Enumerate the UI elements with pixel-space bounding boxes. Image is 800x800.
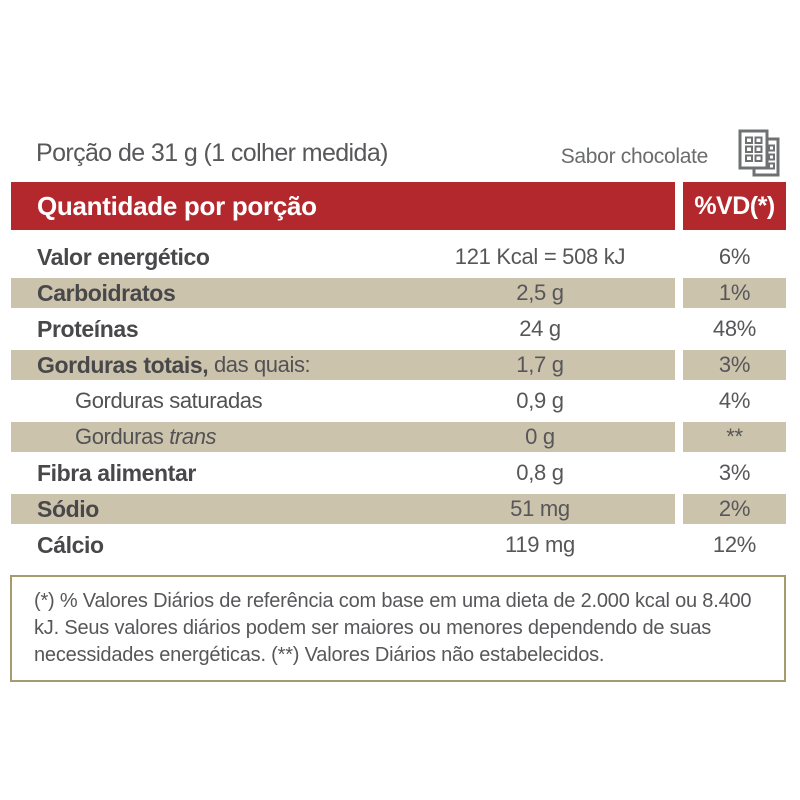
row-dv: 48% xyxy=(712,316,757,341)
row-dv: 1% xyxy=(683,278,786,308)
row-main-cell xyxy=(11,422,675,452)
row-value: 121 Kcal = 508 kJ xyxy=(454,244,626,269)
row-label: Sódio xyxy=(37,495,99,522)
row-value: 0,8 g xyxy=(516,460,564,485)
row-value: 119 mg xyxy=(505,532,575,557)
table-row xyxy=(11,311,789,347)
row-main-cell xyxy=(11,494,675,524)
table-row xyxy=(11,419,789,455)
row-dv: 3% xyxy=(683,350,786,380)
footnote-box xyxy=(10,575,786,682)
row-dv: 3% xyxy=(718,460,751,485)
row-label: Cálcio xyxy=(37,531,104,558)
row-dv: 2% xyxy=(683,494,786,524)
table-row xyxy=(11,455,789,491)
row-value: 24 g xyxy=(519,316,561,341)
serving-size-text: Porção de 31 g (1 colher medida) xyxy=(36,139,388,167)
row-label: Carboidratos xyxy=(37,279,176,306)
table-header-amount: Quantidade por porção xyxy=(11,182,675,230)
row-label: Valor energético xyxy=(37,243,210,270)
footnote-text: (*) % Valores Diários de referência com base em uma dieta de 2.000 kcal ou 8.400 kJ. Seus valores diários podem ser maiores ou menores dependendo de suas necessidades energéticas. (**) Valores Diários não estabelecidos. xyxy=(34,590,752,666)
row-dv: ** xyxy=(683,422,786,452)
row-main-cell xyxy=(11,314,675,344)
table-row xyxy=(11,527,789,563)
row-value: 1,7 g xyxy=(516,352,564,377)
row-label-suffix: das quais: xyxy=(208,352,311,377)
chocolate-bar-icon xyxy=(738,129,780,177)
row-value: 0 g xyxy=(525,424,555,449)
row-main-cell xyxy=(11,530,675,560)
row-label: Gorduras xyxy=(75,424,170,449)
row-dv: 6% xyxy=(718,244,751,269)
row-label: Proteínas xyxy=(37,315,139,342)
table-row xyxy=(11,347,789,383)
row-label: Fibra alimentar xyxy=(37,459,196,486)
row-main-cell xyxy=(11,278,675,308)
row-main-cell xyxy=(11,386,675,416)
flavor-text: Sabor chocolate xyxy=(560,145,708,168)
row-main-cell xyxy=(11,242,675,272)
row-main-cell xyxy=(11,350,675,380)
nutrition-table xyxy=(11,239,789,563)
table-row xyxy=(11,383,789,419)
table-header-dv: %VD(*) xyxy=(683,182,786,230)
row-value: 0,9 g xyxy=(516,388,564,413)
row-value: 2,5 g xyxy=(516,280,564,305)
row-dv: 4% xyxy=(718,388,751,413)
table-row xyxy=(11,491,789,527)
row-label: Gorduras totais, xyxy=(37,351,209,378)
row-dv: 12% xyxy=(712,532,757,557)
table-row xyxy=(11,275,789,311)
row-label: Gorduras saturadas xyxy=(75,388,263,413)
row-value: 51 mg xyxy=(510,496,570,521)
table-row xyxy=(11,239,789,275)
row-main-cell xyxy=(11,458,675,488)
row-label-italic: trans xyxy=(169,424,217,449)
